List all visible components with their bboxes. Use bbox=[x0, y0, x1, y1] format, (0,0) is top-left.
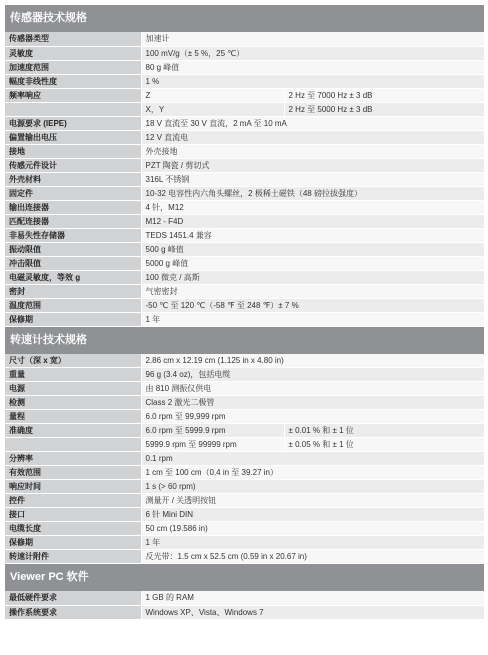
spec-row bbox=[5, 354, 484, 368]
spec-row bbox=[5, 480, 484, 494]
spec-value: 6 针 Mini DIN bbox=[141, 508, 484, 522]
spec-value: 1 cm 至 100 cm（0.4 in 至 39.27 in） bbox=[141, 466, 484, 480]
spec-label: 转速计附件 bbox=[5, 550, 141, 564]
spec-row bbox=[5, 410, 484, 424]
spec-label: 量程 bbox=[5, 410, 141, 424]
spec-row bbox=[5, 256, 484, 270]
spec-label: 偏置输出电压 bbox=[5, 130, 141, 144]
spec-row bbox=[5, 536, 484, 550]
spec-row bbox=[5, 242, 484, 256]
spec-label: 保修期 bbox=[5, 312, 141, 326]
spec-value-secondary: ± 0.05 % 和 ± 1 位 bbox=[284, 438, 484, 452]
spec-label: 匹配连接器 bbox=[5, 214, 141, 228]
spec-row bbox=[5, 298, 484, 312]
spec-label: 密封 bbox=[5, 284, 141, 298]
spec-label: 输出连接器 bbox=[5, 200, 141, 214]
spec-row bbox=[5, 186, 484, 200]
spec-value: PZT 陶瓷 / 剪切式 bbox=[141, 158, 484, 172]
spec-value: 1 年 bbox=[141, 312, 484, 326]
spec-value: 6.0 rpm 至 5999.9 rpm bbox=[141, 424, 284, 438]
spec-label: 加速度范围 bbox=[5, 60, 141, 74]
spec-row bbox=[5, 88, 484, 102]
spec-value: 50 cm (19.586 in) bbox=[141, 522, 484, 536]
spec-value: 18 V 直流至 30 V 直流，2 mA 至 10 mA bbox=[141, 116, 484, 130]
section-header: Viewer PC 软件 bbox=[5, 564, 484, 591]
spec-row bbox=[5, 591, 484, 605]
spec-row bbox=[5, 550, 484, 564]
spec-label: 冲击限值 bbox=[5, 256, 141, 270]
spec-label: 最低硬件要求 bbox=[5, 591, 141, 605]
spec-row bbox=[5, 452, 484, 466]
spec-value: 1 % bbox=[141, 74, 484, 88]
spec-label: 操作系统要求 bbox=[5, 605, 141, 619]
spec-label bbox=[5, 438, 141, 452]
spec-row bbox=[5, 522, 484, 536]
spec-value: 100 微克 / 高斯 bbox=[141, 270, 484, 284]
spec-row bbox=[5, 130, 484, 144]
spec-value: Class 2 激光二极管 bbox=[141, 396, 484, 410]
spec-row bbox=[5, 494, 484, 508]
spec-label: 频率响应 bbox=[5, 88, 141, 102]
spec-label: 电源要求 (IEPE) bbox=[5, 116, 141, 130]
spec-value: 5999.9 rpm 至 99999 rpm bbox=[141, 438, 284, 452]
spec-label: 灵敏度 bbox=[5, 46, 141, 60]
spec-row bbox=[5, 228, 484, 242]
spec-row bbox=[5, 270, 484, 284]
spec-value: Z bbox=[141, 88, 284, 102]
spec-value: 4 针，M12 bbox=[141, 200, 484, 214]
spec-value: 100 mV/g（± 5 %，25 ℃） bbox=[141, 46, 484, 60]
spec-value: 12 V 直流电 bbox=[141, 130, 484, 144]
spec-table bbox=[5, 354, 484, 565]
spec-label: 分辨率 bbox=[5, 452, 141, 466]
spec-value: Windows XP、Vista、Windows 7 bbox=[141, 605, 484, 619]
spec-row bbox=[5, 312, 484, 326]
spec-row bbox=[5, 368, 484, 382]
spec-value: 气密密封 bbox=[141, 284, 484, 298]
spec-label: 电缆长度 bbox=[5, 522, 141, 536]
spec-label bbox=[5, 102, 141, 116]
spec-row bbox=[5, 74, 484, 88]
spec-row bbox=[5, 158, 484, 172]
spec-value: M12 - F4D bbox=[141, 214, 484, 228]
spec-label: 幅度非线性度 bbox=[5, 74, 141, 88]
spec-label: 温度范围 bbox=[5, 298, 141, 312]
spec-value: 2.86 cm x 12.19 cm (1.125 in x 4.80 in) bbox=[141, 354, 484, 368]
spec-row bbox=[5, 46, 484, 60]
spec-value: 测量开 / 关透明按钮 bbox=[141, 494, 484, 508]
spec-label: 有效范围 bbox=[5, 466, 141, 480]
spec-value: TEDS 1451.4 兼容 bbox=[141, 228, 484, 242]
spec-value: 1 年 bbox=[141, 536, 484, 550]
spec-row bbox=[5, 214, 484, 228]
spec-row bbox=[5, 116, 484, 130]
spec-label: 电磁灵敏度，等效 g bbox=[5, 270, 141, 284]
spec-value: 500 g 峰值 bbox=[141, 242, 484, 256]
spec-value: 1 GB 的 RAM bbox=[141, 591, 484, 605]
spec-value: 10-32 电容性内六角头螺丝，2 极稀土磁铁（48 磅拉拔强度） bbox=[141, 186, 484, 200]
spec-value: 加速计 bbox=[141, 32, 484, 46]
spec-page bbox=[5, 5, 484, 620]
section-header: 传感器技术规格 bbox=[5, 5, 484, 32]
spec-label: 尺寸（深 x 宽） bbox=[5, 354, 141, 368]
spec-label: 响应时间 bbox=[5, 480, 141, 494]
spec-row bbox=[5, 508, 484, 522]
spec-value-secondary: 2 Hz 至 5000 Hz ± 3 dB bbox=[284, 102, 484, 116]
spec-value: 316L 不锈钢 bbox=[141, 172, 484, 186]
spec-value: 反光带：1.5 cm x 52.5 cm (0.59 in x 20.67 in) bbox=[141, 550, 484, 564]
spec-label: 振动限值 bbox=[5, 242, 141, 256]
spec-label: 外壳材料 bbox=[5, 172, 141, 186]
spec-row bbox=[5, 424, 484, 438]
spec-value: 1 s (> 60 rpm) bbox=[141, 480, 484, 494]
section-header: 转速计技术规格 bbox=[5, 327, 484, 354]
spec-label: 传感元件设计 bbox=[5, 158, 141, 172]
spec-row bbox=[5, 200, 484, 214]
spec-value: 6.0 rpm 至 99,999 rpm bbox=[141, 410, 484, 424]
spec-row bbox=[5, 172, 484, 186]
spec-row bbox=[5, 605, 484, 619]
spec-value: 外壳接地 bbox=[141, 144, 484, 158]
spec-label: 控件 bbox=[5, 494, 141, 508]
spec-table bbox=[5, 32, 484, 327]
spec-value: X，Y bbox=[141, 102, 284, 116]
spec-label: 接口 bbox=[5, 508, 141, 522]
spec-value-secondary: ± 0.01 % 和 ± 1 位 bbox=[284, 424, 484, 438]
spec-label: 接地 bbox=[5, 144, 141, 158]
spec-label: 非易失性存储器 bbox=[5, 228, 141, 242]
spec-row bbox=[5, 32, 484, 46]
spec-row bbox=[5, 382, 484, 396]
spec-label: 重量 bbox=[5, 368, 141, 382]
spec-value: -50 ℃ 至 120 ℃（-58 ℉ 至 248 ℉）± 7 % bbox=[141, 298, 484, 312]
spec-value: 0.1 rpm bbox=[141, 452, 484, 466]
spec-label: 传感器类型 bbox=[5, 32, 141, 46]
spec-row bbox=[5, 284, 484, 298]
spec-row bbox=[5, 396, 484, 410]
spec-value: 80 g 峰值 bbox=[141, 60, 484, 74]
spec-label: 准确度 bbox=[5, 424, 141, 438]
spec-row bbox=[5, 438, 484, 452]
spec-value: 由 810 测振仪供电 bbox=[141, 382, 484, 396]
spec-label: 电源 bbox=[5, 382, 141, 396]
spec-label: 检测 bbox=[5, 396, 141, 410]
spec-value: 5000 g 峰值 bbox=[141, 256, 484, 270]
spec-value: 96 g (3.4 oz)，包括电缆 bbox=[141, 368, 484, 382]
spec-row bbox=[5, 466, 484, 480]
spec-row bbox=[5, 144, 484, 158]
spec-label: 保修期 bbox=[5, 536, 141, 550]
spec-row bbox=[5, 60, 484, 74]
spec-table bbox=[5, 591, 484, 620]
spec-row bbox=[5, 102, 484, 116]
spec-label: 固定件 bbox=[5, 186, 141, 200]
spec-value-secondary: 2 Hz 至 7000 Hz ± 3 dB bbox=[284, 88, 484, 102]
